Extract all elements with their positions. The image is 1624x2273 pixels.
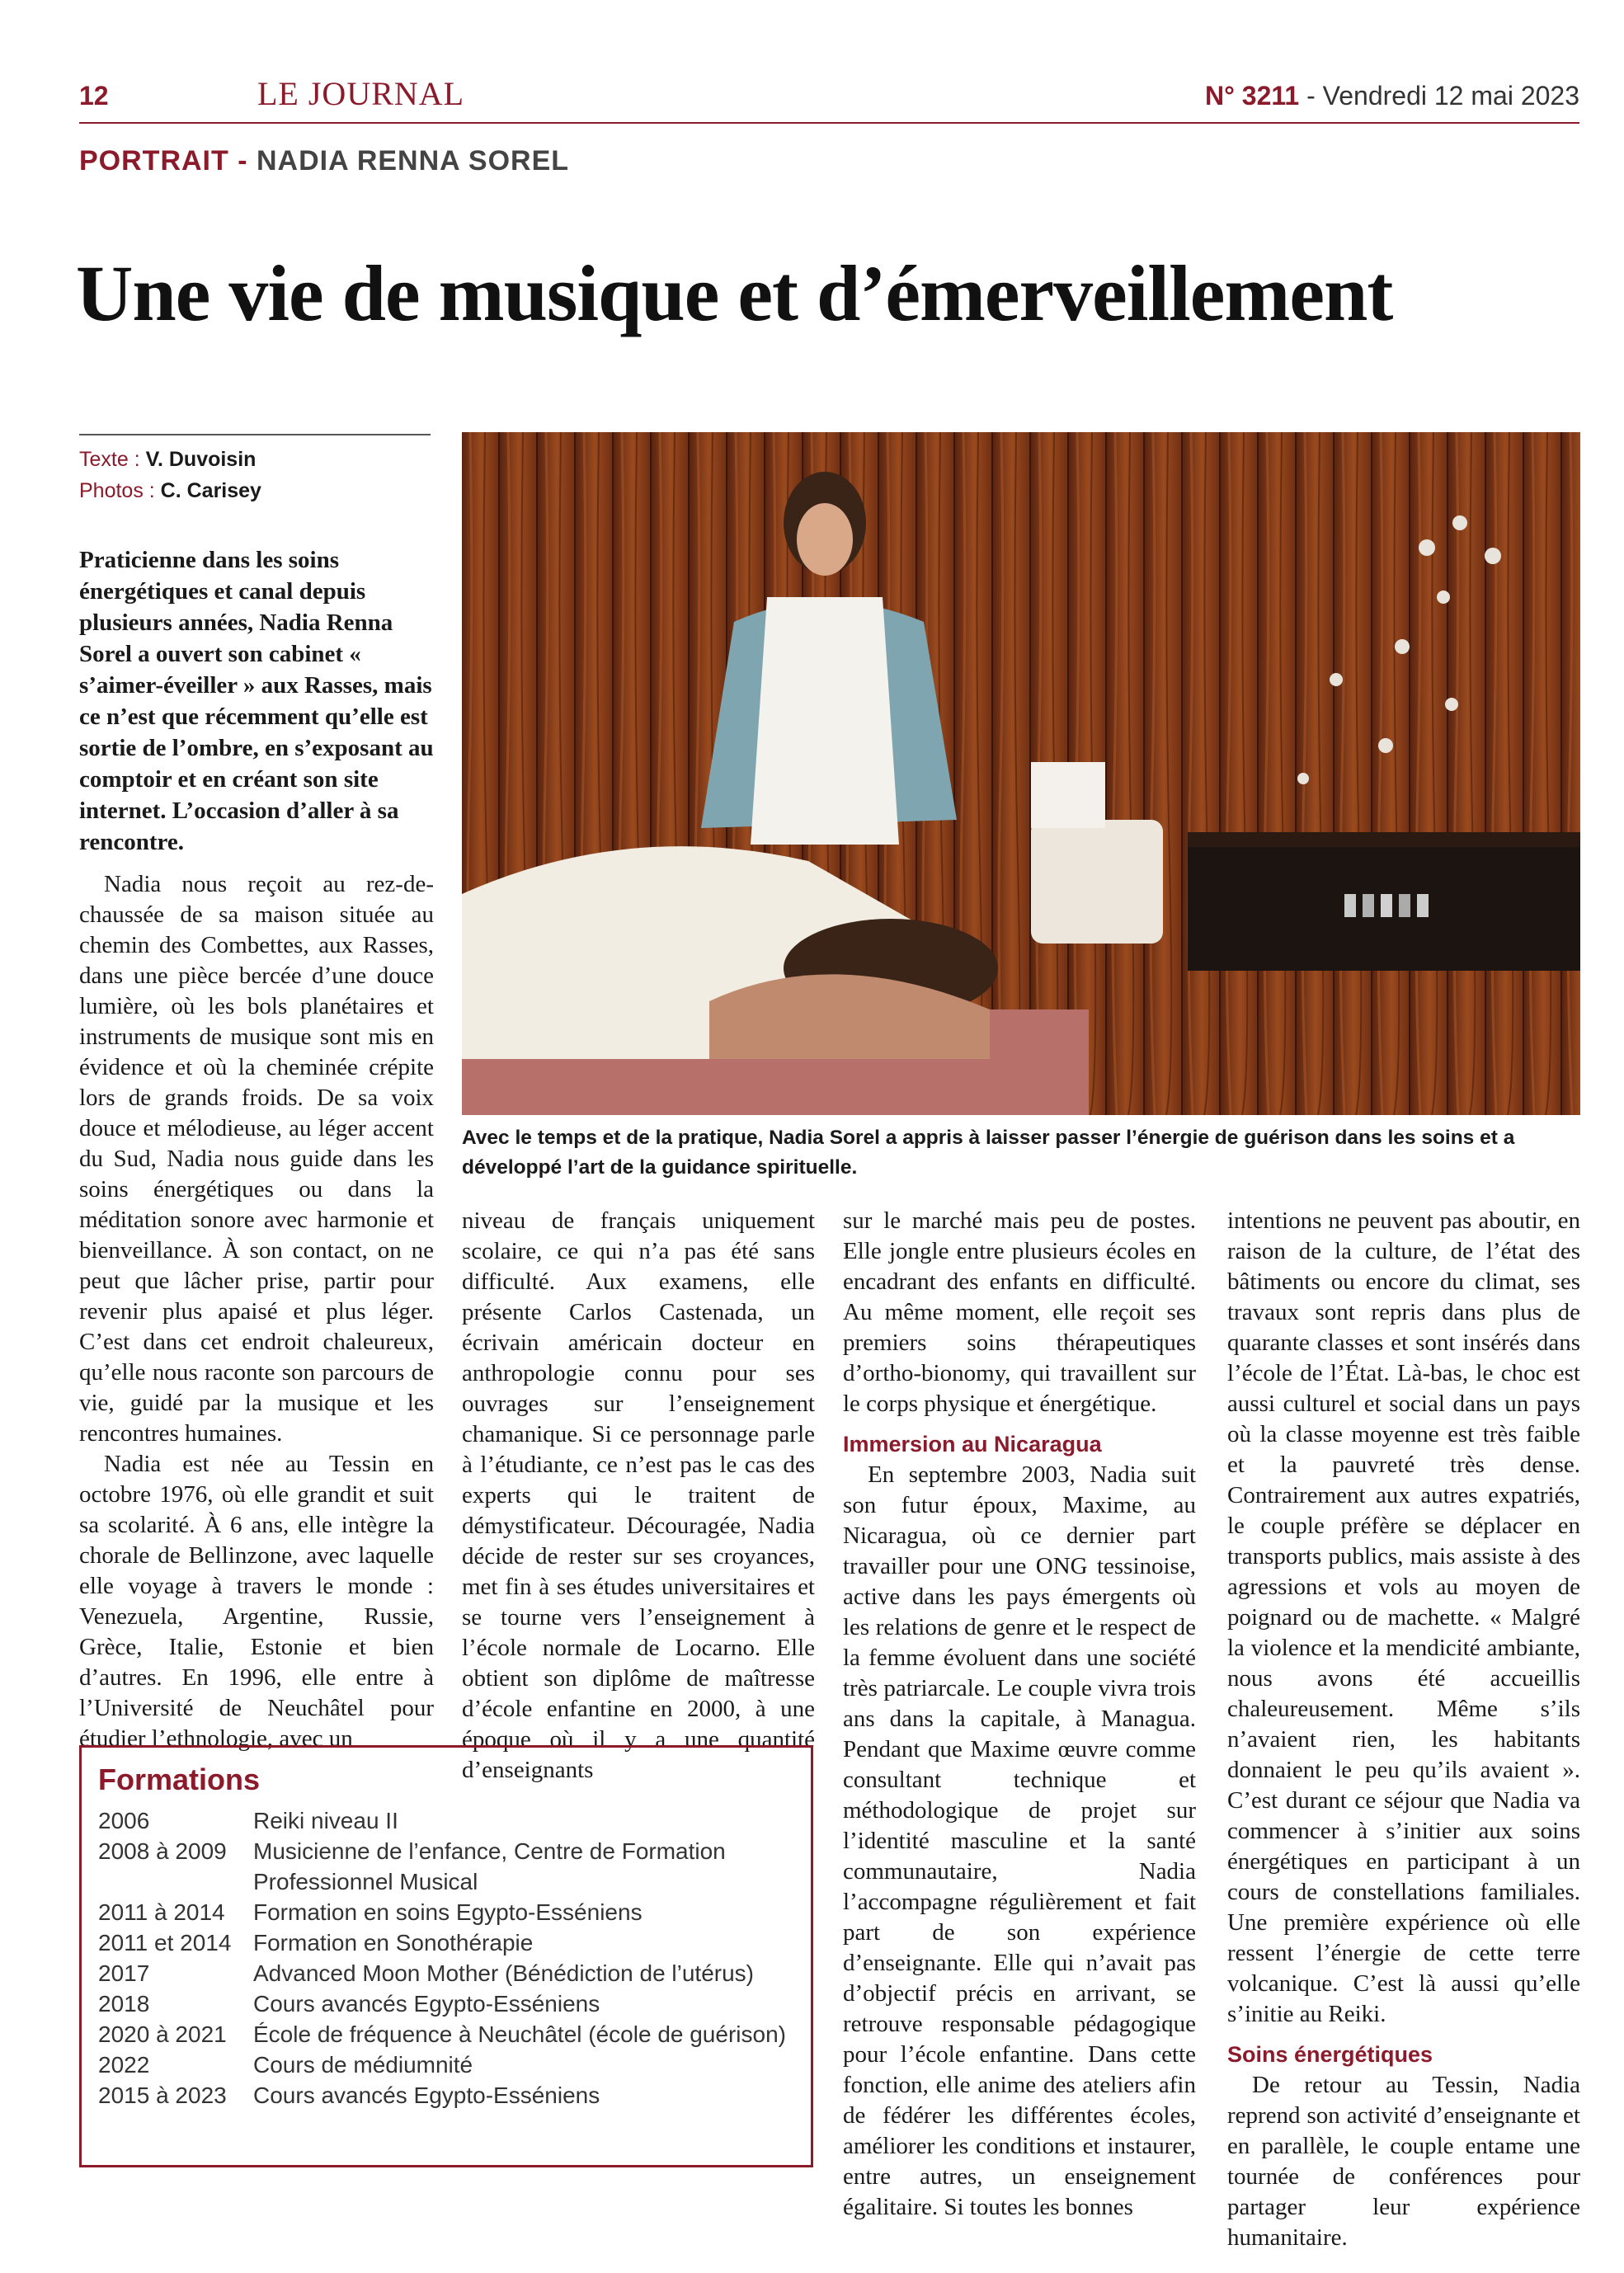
issue-date: - Vendredi 12 mai 2023 [1299,81,1579,111]
formation-row [98,2080,794,2111]
article-column-2 [462,1206,815,1786]
formation-year: 2020 à 2021 [98,2021,227,2047]
section-label [79,145,569,177]
formation-year: 2011 et 2014 [98,1930,232,1955]
formation-year: 2017 [98,1960,150,1986]
formation-desc: Cours avancés Egypto-Esséniens [253,2082,600,2108]
formation-row [98,2019,794,2049]
formation-row [98,1897,794,1927]
formation-desc: Cours avancés Egypto-Esséniens [253,1991,600,2017]
article-column-3 [843,1206,1196,2223]
formation-desc: Cours de médiumnité [253,2052,473,2078]
subheading-nicaragua: Immersion au Nicaragua [843,1432,1102,1457]
formation-desc: Musicienne de l’enfance, Centre de Formation Professionnel Musical [253,1838,726,1894]
photo-credit-label: Photos : [79,479,161,502]
photo-caption: Avec le temps et de la pratique, Nadia Sorel a appris à laisser passer l’énergie de guérison dans les soins et a développé l’art de la guidance spirituelle. [462,1127,1515,1179]
body-paragraph: intentions ne peuvent pas aboutir, en raison de la culture, de l’état des bâtiments ou encore du climat, ses travaux sont repris dans plus de quarante classes et sont insérés dans l’école de l’État. Là-bas, le choc est aussi culturel et social dans un pays où la classe moyenne est très faible et la pauvreté très dense. Contrairement aux autres expatriés, le couple préfère se déplacer en transports publics, mais assiste à des agressions et vols au moyen de poignard ou de machette. « Malgré la violence et la mendicité ambiante, nous avons été accueillis chaleureusement. Même s’ils n’avaient rien, les habitants donnaient le peu qu’ils avaient ». C’est durant ce séjour que Nadia va commencer à s’initier aux soins énergétiques en participant à un cours de constellations familiales. Une première expérience où elle ressent l’énergie de cette terre volcanique. C’est là aussi qu’elle s’initie au Reiki. [1227,1207,1580,2027]
issue-info [1205,81,1579,111]
section-kicker: PORTRAIT - [79,145,257,176]
formation-row [98,1805,794,1836]
body-paragraph: Nadia nous reçoit au rez-de-chaussée de sa maison située au chemin des Combettes, aux Rasses, dans une pièce bercée d’une douce lumière, où les bols planétaires et instruments de musique sont mis en évidence et où la cheminée crépite lors de grands froids. De sa voix douce et mélodieuse, au léger accent du Sud, Nadia nous guide dans les soins énergétiques ou dans la méditation sonore avec harmonie et bienveillance. À son contact, on ne peut que lâcher prise, partir pour revenir plus apaisé et plus léger. C’est dans cet endroit chaleureux, qu’elle nous raconte son parcours de vie, guidé par la musique et les rencontres humaines. [79,871,434,1447]
formation-row [98,1836,794,1897]
formation-year: 2006 [98,1808,150,1833]
formation-row [98,1988,794,2019]
formation-year: 2022 [98,2052,150,2078]
page-number: 12 [79,81,109,111]
formation-desc: Formation en soins Egypto-Esséniens [253,1899,643,1925]
masthead-logo: LE JOURNAL [257,75,465,112]
formations-box [79,1745,813,2167]
section-subject: NADIA RENNA SOREL [256,145,570,176]
formation-year: 2015 à 2023 [98,2082,227,2108]
formation-row [98,1958,794,1988]
subheading-soins: Soins énergétiques [1227,2042,1433,2067]
credits [79,444,261,506]
body-paragraph: niveau de français uniquement scolaire, ce qui n’a pas été sans difficulté. Aux examens, elle présente Carlos Castenada, un écrivain américain docteur en anthropologie connu pour ses ouvrages sur l’enseignement chamanique. Si ce personnage parle à l’étudiante, ce n’est pas le cas des experts qui le traitent de démystificateur. Découragée, Nadia décide de rester sur ses croyances, met fin à ses études universitaires et se tourne vers l’enseignement à l’école normale de Locarno. Elle obtient son diplôme de maîtresse d’école enfantine en 2000, à une époque où il y a une quantité d’enseignants [462,1207,815,1783]
text-credit-label: Texte : [79,448,146,471]
body-paragraph: Nadia est née au Tessin en octobre 1976, où elle grandit et suit sa scolarité. À 6 ans, elle intègre la chorale de Bellinzone, avec laquelle elle voyage à travers le monde : Venezuela, Argentine, Russie, Grèce, Italie, Estonie et bien d’autres. En 1996, elle entre à l’Université de Neuchâtel pour étudier l’ethnologie, avec un [79,1451,434,1752]
credits-rule [79,434,431,435]
article-photo [462,432,1580,1115]
headline: Une vie de musique et d’émerveillement [76,249,1393,337]
formation-year: 2011 à 2014 [98,1899,225,1925]
header-rule [79,122,1579,124]
formations-title: Formations [98,1762,261,1796]
formation-desc: Reiki niveau II [253,1808,398,1833]
body-paragraph: En septembre 2003, Nadia suit son futur époux, Maxime, au Nicaragua, où ce dernier part travailler pour une ONG tessinoise, active dans les pays émergents où les relations de genre et le respect de la femme évoluent dans une société très patriarcale. Le couple vivra trois ans dans la capitale, à Managua. Pendant que Maxime œuvre comme consultant technique et méthodologique de projet sur l’identité masculine et la santé communautaire, Nadia l’accompagne régulièrement et fait part de son expérience d’enseignante. Elle qui n’avait pas d’objectif précis en arrivant, se retrouve responsable pédagogique pour l’école enfantine. Dans cette fonction, elle anime des ateliers afin de fédérer les différentes écoles, améliorer les conditions et instaurer, entre autres, un enseignement égalitaire. Si toutes les bonnes [843,1461,1196,2220]
formation-year: 2008 à 2009 [98,1838,227,1864]
formation-desc: Formation en Sonothérapie [253,1930,534,1955]
article-column-1 [79,869,434,1754]
formation-desc: Advanced Moon Mother (Bénédiction de l’utérus) [253,1960,755,1986]
body-paragraph: sur le marché mais peu de postes. Elle jongle entre plusieurs écoles en encadrant des enfants en difficulté. Au même moment, elle reçoit ses premiers soins thérapeutiques d’ortho-bionomy, qui travaillent sur le corps physique et énergétique. [843,1207,1196,1417]
issue-number: N° 3211 [1205,81,1300,111]
formation-desc: École de fréquence à Neuchâtel (école de guérison) [253,2021,786,2047]
photo-credit-author: C. Carisey [160,479,261,502]
text-credit-author: V. Duvoisin [145,448,257,471]
body-paragraph: De retour au Tessin, Nadia reprend son activité d’enseignante et en parallèle, le couple entame une tournée de conférences pour partager leur expérience humanitaire. [1227,2072,1580,2251]
formation-row [98,1927,794,1958]
formation-year: 2018 [98,1991,150,2017]
formation-row [98,2049,794,2080]
lede: Praticienne dans les soins énergétiques et canal depuis plusieurs années, Nadia Renna Sorel a ouvert son cabinet « s’aimer-éveiller » aux Rasses, mais ce n’est que récemment qu’elle est sortie de l’ombre, en s’exposant au comptoir et en créant son site internet. L’occasion d’aller à sa rencontre. [79,547,434,855]
article-column-4 [1227,1206,1580,2253]
